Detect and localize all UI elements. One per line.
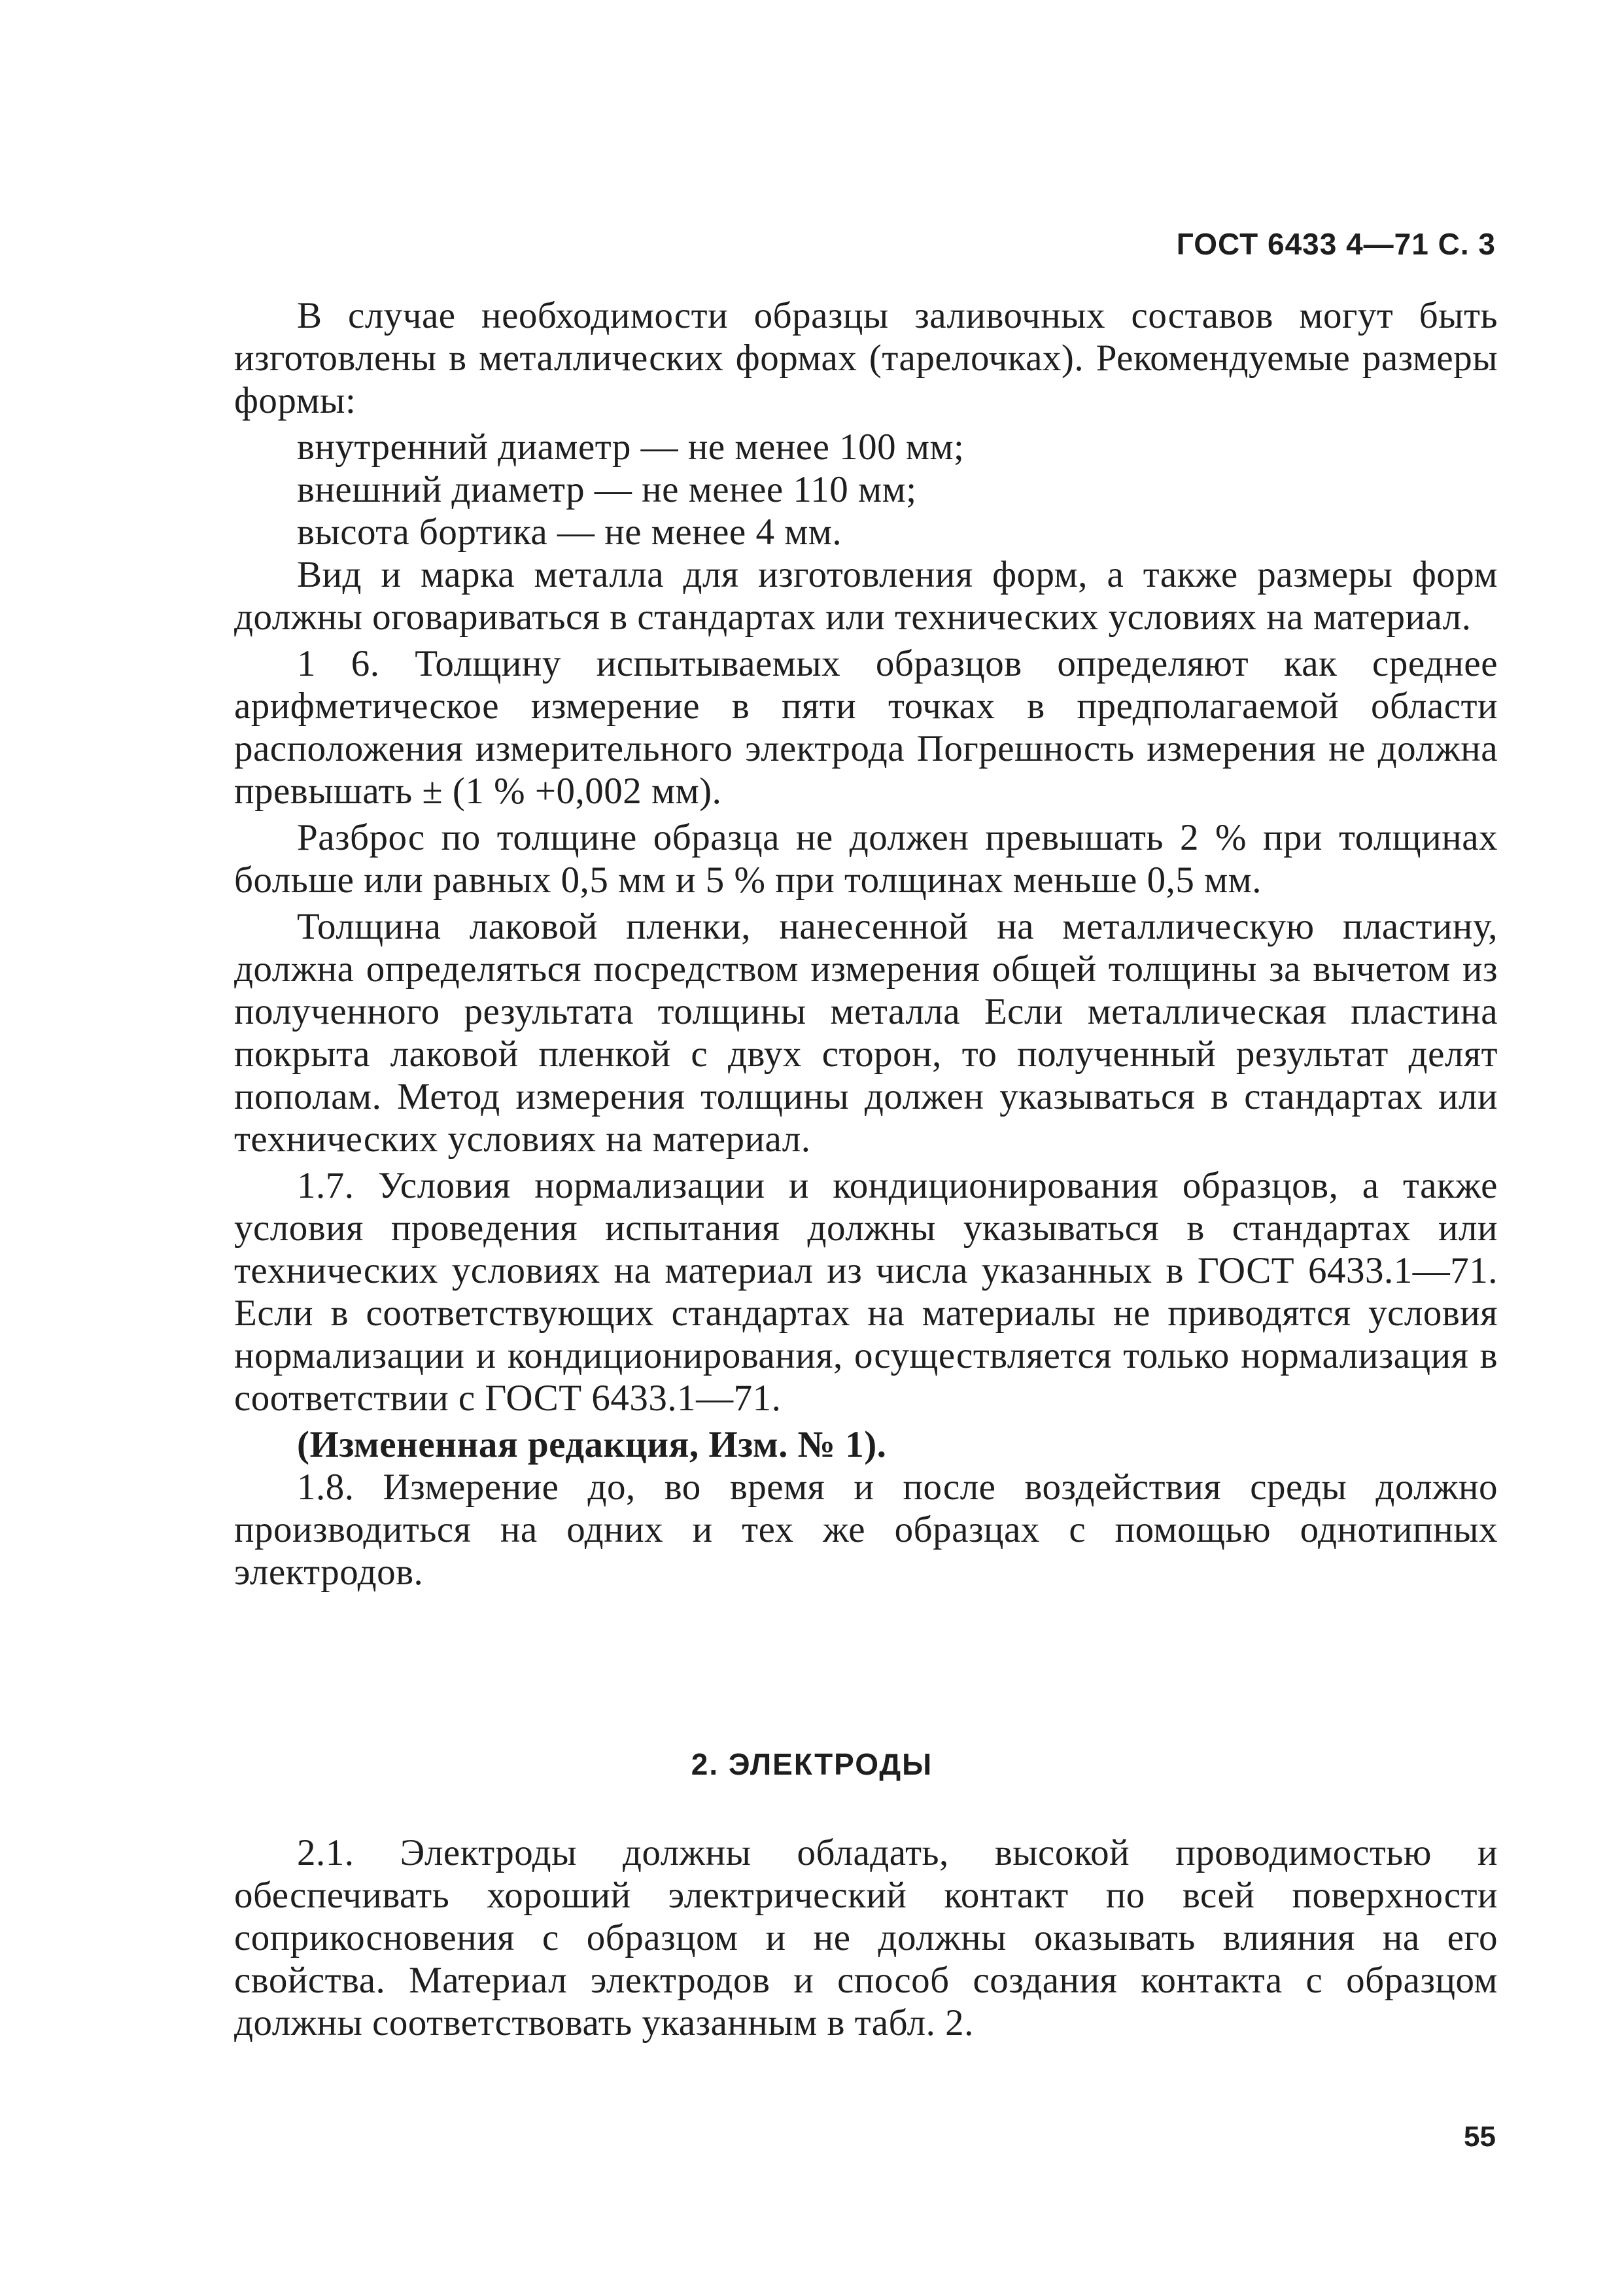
paragraph-clause-1-8: 1.8. Измерение до, во время и после воздействия среды должно производиться на одних и тех же образцах с помощью однотипных электродов. xyxy=(234,1467,1498,1593)
revision-note: (Измененная редакция, Изм. № 1). xyxy=(297,1424,887,1465)
paragraph-clause-2-1: 2.1. Электроды должны обладать, высокой проводимостью и обеспечивать хороший электрический контакт по всей поверхности соприкосновения с образцом и не должны оказывать влияния на его свойства. Материал электродов и способ создания контакта с образцом должны соответствовать указанным в табл. 2. xyxy=(234,1832,1498,2043)
page-number: 55 xyxy=(1464,2121,1496,2153)
list-item-outer-diameter: внешний диаметр — не менее 110 мм; xyxy=(297,469,917,510)
paragraph-clause-1-7: 1.7. Условия нормализации и кондиционирования образцов, а также условия проведения испытания должны указываться в стандартах или технических условиях на материал из числа указанных в ГОСТ 6433.1—71. Если в соответствующих стандартах на материалы не приводятся условия нормализации и кондиционирования, осуществляется только нормализация в соответствии с ГОСТ 6433.1—71. xyxy=(234,1165,1498,1419)
section-text-block xyxy=(234,1832,1498,2048)
paragraph-lacquer-film: Толщина лаковой пленки, нанесенной на металлическую пластину, должна определяться посредством измерения общей толщины за вычетом из полученного результата толщины металла Если металлическая пластина покрыта лаковой пленкой с двух сторон, то полученный результат делят пополам. Метод измерения толщины должен указываться в стандартах или технических условиях на материал. xyxy=(234,906,1498,1160)
list-item-inner-diameter: внутренний диаметр — не менее 100 мм; xyxy=(297,426,965,468)
paragraph-clause-1-6: 1 6. Толщину испытываемых образцов определяют как среднее арифметическое измерение в пяти точках в предполагаемой области расположения измерительного электрода Погрешность измерения не должна превышать ± (1 % +0,002 мм). xyxy=(234,643,1498,812)
paragraph-thickness-spread: Разброс по толщине образца не должен превышать 2 % при толщинах больше или равных 0,5 мм и 5 % при толщинах меньше 0,5 мм. xyxy=(234,817,1498,901)
paragraph-forms-intro: В случае необходимости образцы заливочных составов могут быть изготовлены в металлических формах (тарелочках). Рекомендуемые размеры формы: xyxy=(234,295,1498,421)
paragraph-metal-type: Вид и марка металла для изготовления форм, а также размеры форм должны оговариваться в стандартах или технических условиях на материал. xyxy=(234,554,1498,638)
running-header: ГОСТ 6433 4—71 С. 3 xyxy=(1176,227,1496,261)
list-item-rim-height: высота бортика — не менее 4 мм. xyxy=(297,512,842,553)
main-text-block xyxy=(234,294,1498,1597)
section-heading-electrodes: 2. ЭЛЕКТРОДЫ xyxy=(691,1747,933,1781)
